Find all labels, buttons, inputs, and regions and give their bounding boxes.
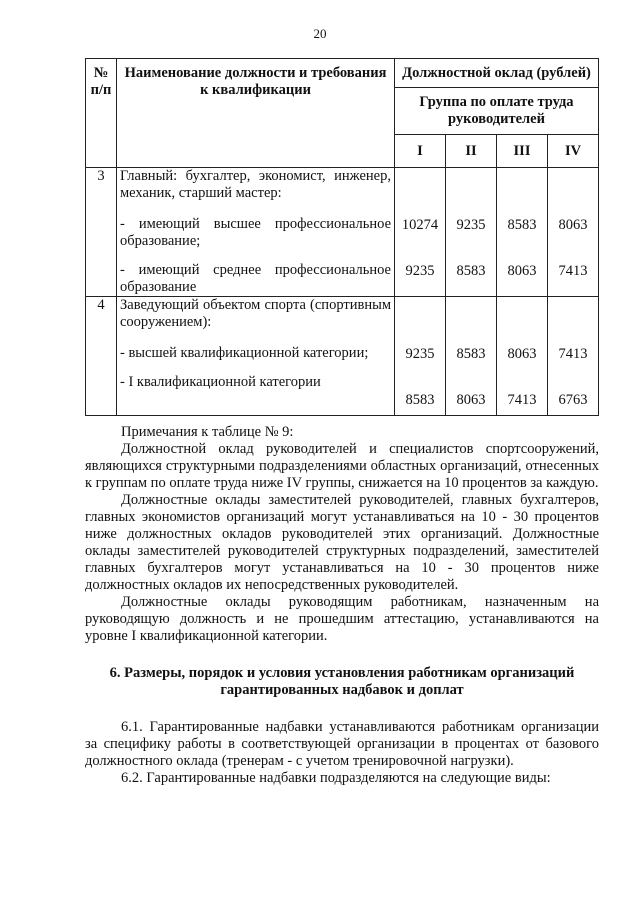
value: 9235 bbox=[456, 217, 486, 233]
value: 9235 bbox=[405, 263, 435, 279]
value: 7413 bbox=[558, 346, 588, 362]
value: 8583 bbox=[456, 263, 486, 279]
header-grade-ii: II bbox=[446, 135, 497, 168]
row-sub-label: - высшей квалификационной категории; bbox=[120, 345, 369, 361]
grade-ii-cell bbox=[446, 297, 497, 416]
note-paragraph: Должностной оклад руководителей и специалистов спортсооружений, являющихся структурными подразделениями областных организаций, отнесенных к группам по оплате труда ниже IV группы, снижается на 10 процентов за каждую. bbox=[85, 441, 599, 491]
note-paragraph: Должностные оклады заместителей руководителей, главных бухгалтеров, главных экономистов организаций могут устанавливаться на 10 - 30 процентов ниже должностных окладов руководителей этих организаций. Должностные оклады заместителей руководителей структурных подразделений, заместителей главных бухгалтеров могут устанавливаться на 10 - 30 процентов ниже должностных окладов их непосредственных руководителей. bbox=[85, 492, 599, 593]
value: 8583 bbox=[405, 392, 435, 408]
value: 8583 bbox=[456, 346, 486, 362]
header-pay-group: Группа по оплате труда руководителей bbox=[395, 88, 599, 135]
grade-i-cell bbox=[395, 168, 446, 297]
page-number: 20 bbox=[313, 26, 327, 41]
row-sub-label: - имеющий среднее профессиональное образование bbox=[120, 262, 391, 295]
section-heading: 6. Размеры, порядок и условия установления работникам организаций гарантированных надбавок и доплат bbox=[109, 665, 575, 698]
row-position bbox=[117, 168, 395, 297]
grade-iv-cell bbox=[548, 168, 599, 297]
value: 8063 bbox=[507, 346, 537, 362]
header-salary: Должностной оклад (рублей) bbox=[395, 59, 599, 88]
notes-title: Примечания к таблице № 9: bbox=[121, 424, 294, 440]
row-number: 3 bbox=[86, 168, 117, 297]
document-body bbox=[85, 424, 599, 787]
header-number: № п/п bbox=[86, 59, 117, 168]
row-title: Заведующий объектом спорта (спортивным сооружением): bbox=[120, 297, 391, 330]
value: 8063 bbox=[456, 392, 486, 408]
value: 7413 bbox=[507, 392, 537, 408]
value: 8583 bbox=[507, 217, 537, 233]
table-row bbox=[86, 168, 599, 297]
grade-ii-cell bbox=[446, 168, 497, 297]
row-title: Главный: бухгалтер, экономист, инженер, механик, старший мастер: bbox=[120, 168, 391, 201]
value: 8063 bbox=[558, 217, 588, 233]
grade-iii-cell bbox=[497, 297, 548, 416]
grade-iv-cell bbox=[548, 297, 599, 416]
value: 8063 bbox=[507, 263, 537, 279]
value: 10274 bbox=[401, 217, 439, 233]
value: 9235 bbox=[405, 346, 435, 362]
section-paragraph: 6.1. Гарантированные надбавки устанавливаются работникам организации за специфику работы в соответствующей организации в процентах от базового должностного оклада (тренерам - с учетом тренировочной нагрузки). bbox=[85, 719, 599, 769]
header-position-name: Наименование должности и требования к квалификации bbox=[117, 59, 395, 168]
note-paragraph: Должностные оклады руководящим работникам, назначенным на руководящую должность и не прошедшим аттестацию, устанавливаются на уровне I квалификационной категории. bbox=[85, 594, 599, 644]
header-grade-i: I bbox=[395, 135, 446, 168]
row-number: 4 bbox=[86, 297, 117, 416]
table-header-row bbox=[86, 59, 599, 88]
grade-i-cell bbox=[395, 297, 446, 416]
row-position bbox=[117, 297, 395, 416]
salary-table bbox=[85, 58, 599, 416]
value: 7413 bbox=[558, 263, 588, 279]
header-grade-iii: III bbox=[497, 135, 548, 168]
grade-iii-cell bbox=[497, 168, 548, 297]
table-row bbox=[86, 297, 599, 416]
row-sub-label: - имеющий высшее профессиональное образование; bbox=[120, 216, 391, 249]
section-paragraph: 6.2. Гарантированные надбавки подразделяются на следующие виды: bbox=[121, 770, 551, 786]
row-sub-label: - I квалификационной категории bbox=[120, 374, 321, 390]
header-grade-iv: IV bbox=[548, 135, 599, 168]
value: 6763 bbox=[558, 392, 588, 408]
